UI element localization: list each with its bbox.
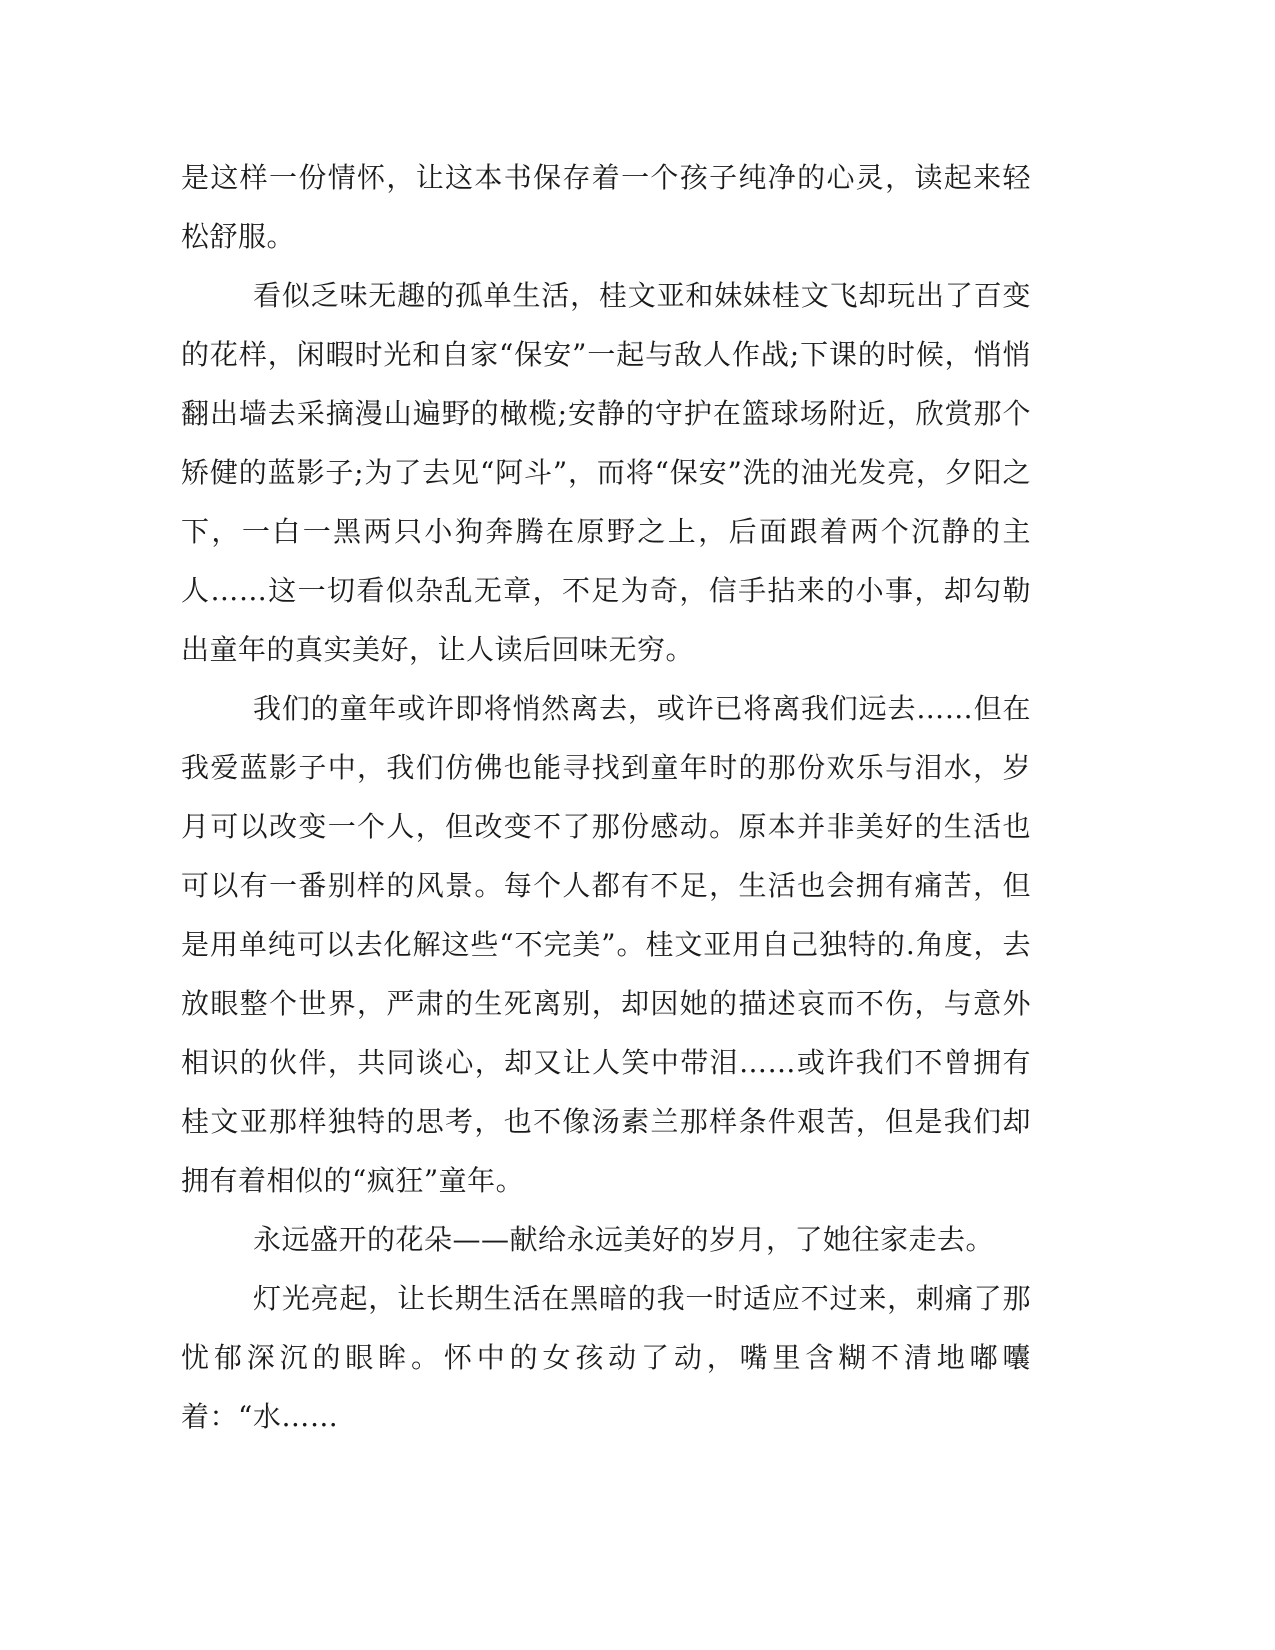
body-text: [181, 148, 1031, 1446]
paragraph-4: 永远盛开的花朵——献给永远美好的岁月，了她往家走去。: [253, 1223, 995, 1256]
paragraph-3: 我们的童年或许即将悄然离去，或许已将离我们远去……但在我爱蓝影子中，我们仿佛也能寻找到童年时的那份欢乐与泪水，岁月可以改变一个人，但改变不了那份感动。原本并非美好的生活也可以有一番别样的风景。每个人都有不足，生活也会拥有痛苦，但是用单纯可以去化解这些“不完美”。桂文亚用自己独特的.角度，去放眼整个世界，严肃的生死离别，却因她的描述哀而不伤，与意外相识的伙伴，共同谈心，却又让人笑中带泪……或许我们不曾拥有桂文亚那样独特的思考，也不像汤素兰那样条件艰苦，但是我们却拥有着相似的“疯狂”童年。: [181, 692, 1031, 1197]
paragraph-2: 看似乏味无趣的孤单生活，桂文亚和妹妹桂文飞却玩出了百变的花样，闲暇时光和自家“保安”一起与敌人作战;下课的时候，悄悄翻出墙去采摘漫山遍野的橄榄;安静的守护在篮球场附近，欣赏那个矫健的蓝影子;为了去见“阿斗”，而将“保安”洗的油光发亮，夕阳之下，一白一黑两只小狗奔腾在原野之上，后面跟着两个沉静的主人……这一切看似杂乱无章，不足为奇，信手拈来的小事，却勾勒出童年的真实美好，让人读后回味无穷。: [181, 279, 1031, 666]
paragraph-5: 灯光亮起，让长期生活在黑暗的我一时适应不过来，刺痛了那忧郁深沉的眼眸。怀中的女孩动了动，嘴里含糊不清地嘟囔着：“水……: [181, 1282, 1031, 1433]
paragraph-1: 是这样一份情怀，让这本书保存着一个孩子纯净的心灵，读起来轻松舒服。: [181, 161, 1031, 253]
